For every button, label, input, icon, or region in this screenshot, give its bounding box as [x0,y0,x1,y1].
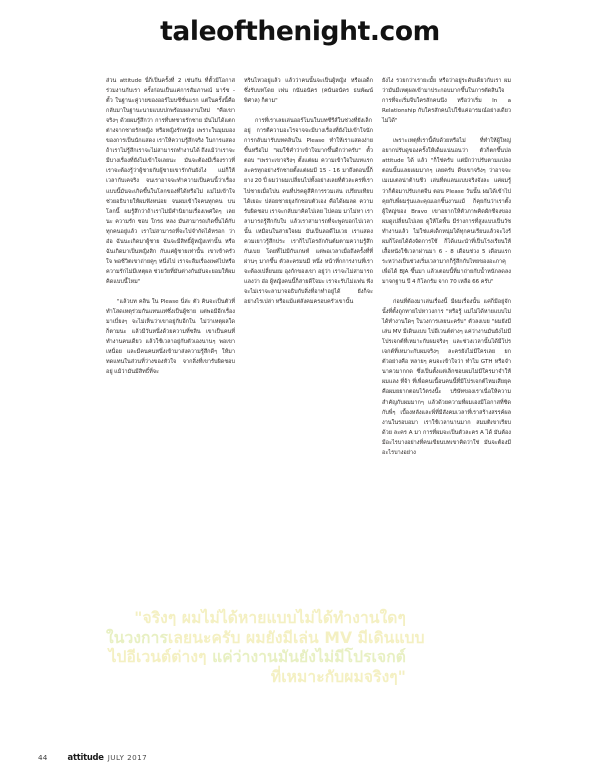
text-column-2 [244,76,373,676]
pull-quote-line-3 [106,648,406,668]
pull-quote [106,609,425,687]
pull-quote-line-1: "จริงๆ ผมไม่ได้หายแบบไม่ได้ทำงานใดๆ [134,609,406,627]
pull-quote-plain-text: เลยนะครับ ผมยังมีเล่น MV มีเดินแบบ [167,628,425,647]
magazine-name: attitude [67,752,104,762]
paragraph: การที่เราเลยเล่นออร์โมนในบทซีรีส์ในช่วงที่ยังเล็กอยู่ การตีความอะไรจาจจะมีบางเรื่องที่ยังไม่เข้าใจนัก การกลับมารับบทคลินใน Please ทำให้เราแสดงง่ายขึ้นหรือไม่ "ผมใช้คำว่าเข้าใจมากขึ้นดีกว่าครับ" ตั้วตอบ "เพราะเขาจริงๆ ตั้งแต่ผม ความเข้าใจในบทแรกละครทุกอย่างรักชายตั้งแต่ผมมี 15 - 16 มาถึงตอนนี้ก็ยาง 20 ปี่ ผมว่าผมเปลี่ยนไปทั้งอย่างเลยที่ตัวละครที่เราไปชายเมื่อไปน คนที่ปรคดูสีคิการรวมเล่น เปรียบเทียบได้เยอะ ปล่อยชายยุงกักชอบตัวเอง คือได้ผมลด ความรับผิดชอบ เราจะกลับมาคิดไปเลย ไปคอม มาไม่หา เราลามารถรู้สึกกับใบ แล้วเราสามารถที่จะพูดบอกไปเวลานั้น เหมือนในสายใจผม มันเป็นลอดีไมเวย เราแสดงควมเยาวรู้สึกประ เราก็ไปโดรถักกันต์มตามความรู้สึกกันเบย โดยที่ไม่มีกับเกษท์ แต่พอเวลาเมื่อถึงครั้งที่ที่ผ่านๆ มากขึ้น ตัวละครมนมี หนึ่ง หน้าที่กการงานที่เราจะต้องเปลี่ยนยม อุงกักของเขา อยู่ว่า เราจะไม่สามารถแลงว่า อ๋อ ผู้หญิงคนนี้ก็สายดีใจมะ เราจะรับไม่แฟน ฟังจะไม่เราจะลามาจอธิบกับสิ่งที่อาทำอยู่ได้ ยังก็จะอย่างไรเปล่า หรือแม้แต่ลังคมครอบครัวเขานั้น [244,118,373,306]
site-header [0,0,600,62]
pull-quote-accent-text: แค่ว่างานมันยังไม่มีโปรเจกต์ [212,648,406,667]
pull-quote-plain-text: ไปอีเวนต์ต่างๆ [108,648,213,667]
page-footer [38,752,147,762]
text-column-1 [106,76,235,676]
text-column-3 [382,76,511,676]
text-column-group [106,76,511,676]
footer-masthead [68,752,148,762]
pull-quote-line-4: ที่เหมาะกับผมจริงๆ" [270,667,406,686]
paragraph: ส่วน attitude นี่ก็เป็นครั้งที่ 2 เช่นกัน ที่ตั้วมีโอกาสร่วมงานกับเรา ครั้งก่อนเป็นแค่การสัมภาษณ์ มาร์ช - ตั้ว ในฐานะคู่วายของออร์ไมบซีชั่นแรก แต่ในครั้งนี้คือกลับมาในฐานะนายแบบปกพร้อมผลงานใหม่ "คือเขาจริงๆ ด้วยผมรู้สึกว่า การที่บทชายรักชาย มันไม่ได้แตกต่างจากชายรักหญิง หรือหญิงรักหญิง เพราะในมุมมองของการเป็นนักแสดง เราให้ความรู้สึกจริง ในการแสดง ถ้าเราไม่รู้สึกเราจะไม่สามารถทำงานได้ ถึงแม้ว่าเราจะมีบางเรื่องที่ยังไม่เข้าใจเลยนะ มันจะต้องมีเรื่องราวที่เราจะต้องรู้ว่าผู้ชายกับผู้ชายเขารักกันยังไง แม่ก็ให้เวลากับเคจริง จนเราอาจจะทำความเป็นคนนี้ว่าเรื่องแบบนี้มันจะเกิดขึ้นในโลกของที่ได้หรือไม่ แม่ไม่เข้าใจ ช่วยอธิบายให้ผมฟังหน่อย จนผมเข้าใจคนทุกคน บนโลกนี้ ผมรู้สึกว่าถ้าเราไม่มีคำนิยามเรื่องเพศใดๆ เลยนะ ความรัก ชอบ ใกรธ หลง มันสามารถเกิดขึ้นได้กับทุกคนอยู่แล้ว เราไม่สามารถที่จะไปจำกัดได้หรอก ว่า อ๋อ ฉันนะเกิดมาผู้ชาย ฉันจะมีสิทธิ์ผู้หญิงเท่านั้น หรือฉันเกิดมาเป็นหญิงสิก กับแค่ผู้ชายเท่านั้น เขาเข้าครัวใจ พอชีวิตเขาถ่ายคูๆ หนึ่งไป เราจะลืมเรื่องเพศไปหรือ ความรักไม่มีเหตุผล ช่วยวัยที่มันต่างกันมันจะยอมให้ผมคิดแบบนี้ไหม" [106,78,235,285]
issue-date: JULY 2017 [107,753,148,762]
paragraph: ยังไง รวยกว่าเรายะมั้ย หรือว่าอยู่ระดับเดียวกับเรา ผมว่ามันมีเหตุผลเข้ามาประกอบมากขึ้นในการตัดสินใจ การที่จะเริ่มจีบใครสักคนนึง หรือว่าเริ่ม In a Relationship กับใครสักคนไปใช้แค่อารมณ์อย่างเดียวไม่ได้" [382,78,511,125]
paragraph: หรินไหวอยู่แล้ว แล้วว่าคนนั้นจะเป็นผู้หญิง หรือเอด็ก ซึ่งรับบทโดย เฟน กนันอนัคร (คนันอนัคร ธนพัฒน์พิศาล) ก็ตาม" [244,78,373,105]
page-number: 44 [38,753,48,762]
pull-quote-accent-text: ในวงการ [106,628,168,647]
article-body [106,76,511,686]
paragraph: ก่อนที่ต้องมาเล่นเรื่องนี้ มีผมเรื่องนั้น แค่ก็มีอยู่จักนั้งที่ตั้งถูกทายไปหาวงการ "หรือรู้ แม่ไม่ได้หายแบบไม่ได้ทำงานใดๆ ในวงการเลยนะครับ" ตัวลงเบย "ผมยังมีเล่น MV มีเดินแบบ ไปอีเวนต์ต่างๆ แค่ว่างานมันยังไม่มีโปรเจกต์ที่เหมาะกับผมจริงๆ และช่วงเวลานั้นได้มีโปรเจกต์ที่เหมาะกับผมจริงๆ ละครยังไม่มีใครเลย ยกตัวอย่างคือ หลายๆ คนจะเข้าใจว่า ทำไม GTH หรือจำนาควมากกด ซึ่งเป็นตั้งแต่เล็กชอบผมไม่มีใครมาจำให้ผมแลง ที่จ้า ที่เพื่อคนเนื้อนคนนี้ที่มีโปรเจกต์ไหมเสียยุค คือผมยยากตอบไว้ตรงนี้ะ บริษัทของเราเนื่อให้ความสำคัญกับผมมากๆ แล้วด้วยความที่ผมเองมีโอกาสที่ชิดกับพี่ๆ เบื้องหลังและพี่ที่มีสังคมเวลาที่เราสร้างสรรค์ผลงานในรอบอมา เราใช้เวลานานมาก สมมติเขาเรียบด้วย ละคร A มา การที่ผมจะเป็นตัวละคร A ได้ มันต้องมีอะไรบางอย่างที่คนเขียนบทเขาคิดว่าใช่ มันจะต้องมีอะไรบางอย่าง [382,299,511,456]
pull-quote-line-2 [106,628,425,649]
site-url-title: taleofthenight.com [160,15,440,47]
paragraph: เพราะเหตุที่เรานี้ดับด้วยหรือไม่ ที่ทำให้ผู้ใหญ่อยากปรับดูของครั้งให้เด็มแน่นอนว่า ตัวก็ตกขึ้นปล attitude ได้ แล้ว "ก็ใช่ครับ แต่มีกว่าปรับตามแปลงตอนนั้นแลยเผมมากๆ เลยครับ ดีขเขาจริงๆ ว่าอาจจะเมเมเตลน่าต้านชีว เล่นที่ตแลนแบบจริงจังละ แค่ผมรู้ว่าก็ต้อมาปรับเกตจีน ตอน Please วันนั้น ผมได้เข้าไปคุยกับพี่ผมรุ่นและคุณเอกชิ้นงานแม้ ก็คุยกันว่าเราตั้งผู้ใหญ่ของ Bravo เขาอยากให้ตัวภาพคิดผักชีจงของผมดูเปลี่ยนไปเลย ดูให้โดพื้น มีร่างการที่สูงแบบเป็นวัชทำงานแล้ว ไม่ใช่แค่เด็กหนุ่มได้ทุกคนเรียนแล้วจะไงร้ ผมก็โดยได้ดังจัดการใช้ ก็ได้แนะนำที่เป็นโรงเรียนให้เสื้อหนังใช้เวลาผ่านมา 6 - 8 เดือนช่วง 5 เดือนแรกระหว่างเป็นช่วงเริ่มเวลามากก็รู้สึกกับไทยของอะภาคุ เพื่อได้ BJA ขึ้นมา แล้วเตอบนี้ที่มาถ่ายกับน้ำหนักลดลงมาจกฐาน ปี 4 กิโลกรัม จาก 70 เหลือ 66 ครับ" [382,138,511,285]
paragraph: "แล้วบท คลิน ใน Please นี่ล่ะ ตัว คินจะเป็นตัวที่ทำโสดเหตุร่วมกันแทนแท่ซึ่งเป็นผู้ชาย แต่พอมีอีกเรื่องมาเบี่ยงๆ จะไม่เห็นว่าเขาอยู่กับอีกใน ไม่ว่าเหตุผลใดก็ตามนะ แล้วมีวันหนึ่งด้วยความที่ซลิน เขาเป็นคนที่ทำงานคนเดียว แล้วใช้เวลาอยู่กับตัวเองนานๆ พอเขาเหนื่อย และมีคนคนหนึ่งเข้ามาส่งความรู้สึกดีๆ ให้มาทดแทนในส่วนที่ว่างของหัวใจ จากสิ่งที่เขารับผิดชอบอยู่ แม้ว่ามันมีสิทธิ์ที่จะ [106,299,235,376]
